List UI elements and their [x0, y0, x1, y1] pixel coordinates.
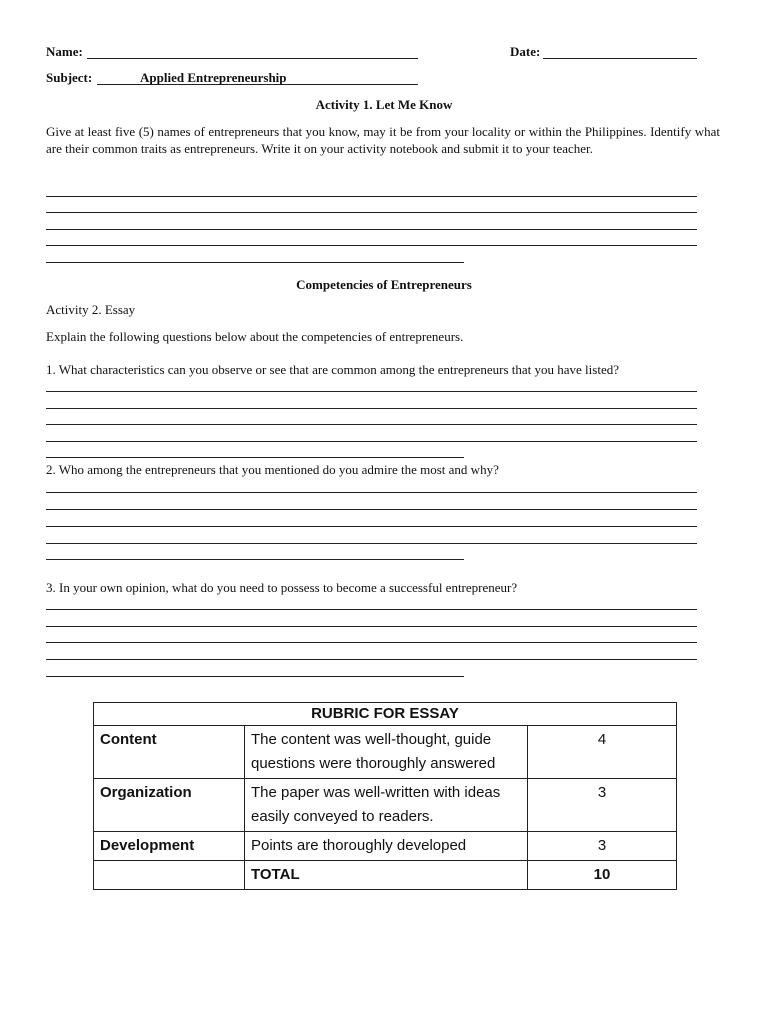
answer-line[interactable] — [46, 212, 697, 213]
rubric-points: 3 — [528, 832, 677, 861]
activity2-title: Activity 2. Essay — [46, 302, 136, 317]
answer-line[interactable] — [46, 543, 697, 544]
date-field[interactable] — [543, 58, 697, 59]
subject-label: Subject: — [46, 70, 93, 85]
rubric-row — [94, 832, 677, 861]
rubric-criterion: Development — [94, 832, 245, 861]
subject-value: Applied Entrepreneurship — [140, 70, 287, 85]
answer-line[interactable] — [46, 626, 697, 627]
rubric-description: The content was well-thought, guide questions were thoroughly answered — [245, 726, 528, 779]
answer-line[interactable] — [46, 196, 697, 197]
answer-line[interactable] — [46, 509, 697, 510]
question-1: 1. What characteristics can you observe or see that are common among the entrepreneurs that you have listed? — [46, 362, 619, 377]
answer-line[interactable] — [46, 559, 464, 560]
rubric-row — [94, 726, 677, 779]
rubric-description: Points are thoroughly developed — [245, 832, 528, 861]
answer-line[interactable] — [46, 245, 697, 246]
question-3: 3. In your own opinion, what do you need to possess to become a successful entrepreneur? — [46, 580, 518, 595]
question-2: 2. Who among the entrepreneurs that you mentioned do you admire the most and why? — [46, 462, 499, 477]
rubric-criterion: Content — [94, 726, 245, 779]
answer-line[interactable] — [46, 676, 464, 677]
answer-line[interactable] — [46, 391, 697, 392]
rubric-table — [93, 702, 677, 890]
activity2-instructions: Explain the following questions below about the competencies of entrepreneurs. — [46, 329, 464, 344]
rubric-criterion: Organization — [94, 779, 245, 832]
answer-line[interactable] — [46, 441, 697, 442]
rubric-total-points: 10 — [528, 861, 677, 890]
answer-line[interactable] — [46, 492, 697, 493]
answer-line[interactable] — [46, 526, 697, 527]
activity1-title: Activity 1. Let Me Know — [315, 97, 453, 112]
rubric-total-row — [94, 861, 677, 890]
rubric-total-blank — [94, 861, 245, 890]
rubric-title: RUBRIC FOR ESSAY — [94, 703, 677, 726]
section-title: Competencies of Entrepreneurs — [296, 277, 472, 292]
answer-line[interactable] — [46, 659, 697, 660]
rubric-row — [94, 779, 677, 832]
activity1-instructions: Give at least five (5) names of entrepreneurs that you know, may it be from your locality or within the Philippines. Identify what are their common traits as entrepreneurs. Write it on your activity notebook and submit it to your teacher. — [46, 124, 720, 156]
name-field[interactable] — [87, 58, 418, 59]
answer-line[interactable] — [46, 408, 697, 409]
name-label: Name: — [46, 44, 83, 59]
rubric-total-label: TOTAL — [245, 861, 528, 890]
answer-line[interactable] — [46, 424, 697, 425]
answer-line[interactable] — [46, 457, 464, 458]
rubric-description: The paper was well-written with ideas easily conveyed to readers. — [245, 779, 528, 832]
answer-line[interactable] — [46, 609, 697, 610]
answer-line[interactable] — [46, 229, 697, 230]
answer-line[interactable] — [46, 642, 697, 643]
rubric-header-row — [94, 703, 677, 726]
rubric-points: 4 — [528, 726, 677, 779]
date-label: Date: — [510, 44, 541, 59]
answer-line[interactable] — [46, 262, 464, 263]
rubric-points: 3 — [528, 779, 677, 832]
